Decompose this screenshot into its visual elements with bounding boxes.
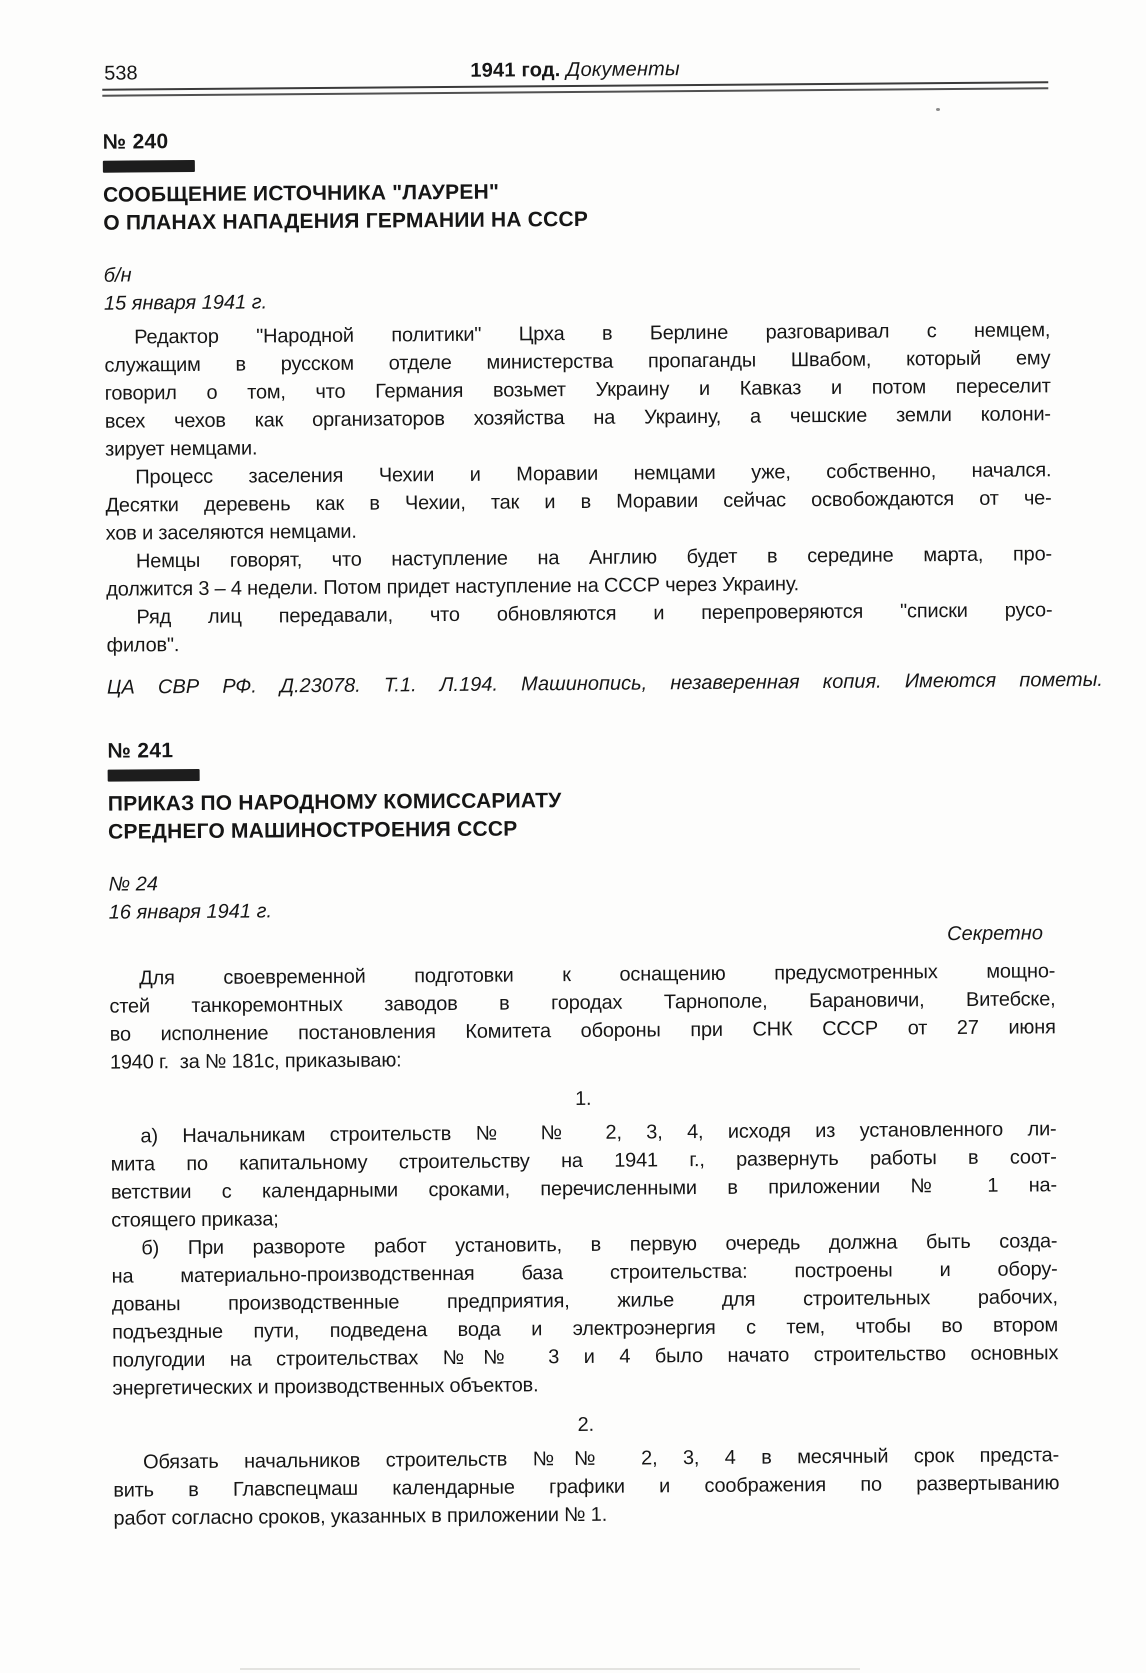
text-line: работ согласно сроков, указанных в приложении № 1. (113, 1503, 608, 1530)
text-line: 1940 г. за № 181с, приказываю: (109, 1049, 402, 1074)
text-line: на материально-производственная база строительства: построены и обору- (111, 1258, 1058, 1288)
text-line: Редактор "Народной политики" Црха в Берлине разговаривал с немцем, (134, 319, 1051, 349)
document-title (108, 783, 1054, 846)
text-line: должится 3 – 4 недели. Потом придет наступление на СССР через Украину. (106, 573, 800, 601)
text-line: Ряд лиц передавали, что обновляются и перепроверяются "списки русо- (136, 599, 1053, 629)
document-meta (104, 254, 1050, 317)
document-title-line: О ПЛАНАХ НАПАДЕНИЯ ГЕРМАНИИ НА СССР (103, 207, 589, 235)
text-line: стоящего приказа; (111, 1208, 279, 1232)
text-line: энергетических и производственных объектов. (112, 1374, 539, 1400)
text-line: Для своевременной подготовки к оснащению предусмотренных мощно- (139, 960, 1056, 990)
document-number-underline-bar (103, 160, 195, 173)
text-line: всех чехов как организаторов хозяйства на Украину, а чешские земли колони- (104, 403, 1051, 433)
text-line: Немцы говорят, что наступление на Англию будет в середине марта, про- (135, 543, 1053, 573)
section-number: 1. (574, 1087, 592, 1111)
document-date: 16 января 1941 г. (108, 900, 273, 924)
text-line: служащим в русском отделе министерства пропаганды Швабом, который ему (104, 347, 1051, 377)
document-number-label: № 240 (102, 130, 169, 154)
running-title-section: Документы (566, 58, 680, 82)
text-line: зирует немцами. (105, 437, 258, 461)
text-line: филов". (106, 634, 180, 657)
document-date: 15 января 1941 г. (103, 291, 268, 315)
text-line: подъездные пути, подведена вода и электроэнергия с тем, чтобы во втором (111, 1314, 1059, 1344)
text-line: Десятки деревень как в Чехии, так и в Моравии сейчас освобождаются от че- (105, 487, 1052, 517)
paragraph (110, 1115, 1057, 1234)
text-line: ветствии с календарными сроками, перечисленными в приложении № 1 на- (110, 1174, 1057, 1204)
scan-edge-smudge (240, 1668, 860, 1670)
paragraph (104, 316, 1051, 463)
paragraph (106, 540, 1052, 603)
document-ref: б/н (103, 264, 132, 287)
text-line: во исполнение постановления Комитета обороны при СНК СССР от 27 июня (109, 1016, 1056, 1046)
document-body (109, 957, 1059, 1532)
text-line: Процесс заселения Чехии и Моравии немцами уже, собственно, начался. (135, 459, 1052, 489)
paragraph (105, 456, 1052, 547)
text-line: вить в Главспецмаш календарные графики и соображения по развертыванию (113, 1472, 1060, 1502)
document-241 (107, 732, 1059, 1532)
text-line: б) При развороте работ установить, в первую очередь должна быть созда- (141, 1230, 1058, 1260)
document-heading (103, 123, 1050, 237)
running-title-year: 1941 год. (470, 59, 561, 82)
text-line: говорил о том, что Германия возьмет Украину и Кавказ и потом переселит (104, 375, 1051, 405)
text-line: мита по капитальному строительству на 1941 г., развернуть работы в соот- (110, 1146, 1057, 1176)
text-line: стей танкоремонтных заводов в городах Тарнополе, Барановичи, Витебске, (109, 988, 1056, 1018)
document-number-label: № 241 (107, 739, 174, 763)
document-title (103, 174, 1049, 237)
document-title-line: СРЕДНЕГО МАШИНОСТРОЕНИЯ СССР (108, 817, 518, 844)
page-header (102, 54, 1048, 86)
document-body (104, 316, 1053, 659)
classification-stamp: Секретно (947, 922, 1044, 946)
paragraph (106, 596, 1052, 659)
paragraph (113, 1441, 1060, 1532)
paragraph (111, 1227, 1058, 1402)
document-ref: № 24 (108, 873, 159, 896)
text-line: полугодии на строительствах №№ 3 и 4 было начато строительство основных (112, 1342, 1059, 1372)
text-line: а) Начальникам строительств № № 2, 3, 4, исходя из установленного ли- (140, 1118, 1057, 1148)
text-line: дованы производственные предприятия, жилье для строительных рабочих, (111, 1286, 1058, 1316)
document-number-underline-bar (108, 769, 200, 782)
page-content (102, 54, 1104, 1532)
text-line: хов и заселяются немцами. (105, 520, 357, 545)
page-number: 538 (104, 62, 138, 85)
section-number: 2. (577, 1413, 594, 1437)
paragraph (109, 957, 1056, 1076)
document-meta (108, 863, 1054, 926)
document-heading (107, 732, 1054, 846)
document-title-line: ПРИКАЗ ПО НАРОДНОМУ КОМИССАРИАТУ (107, 789, 562, 816)
document-240 (102, 123, 1104, 701)
document-title-line: СООБЩЕНИЕ ИСТОЧНИКА "ЛАУРЕН" (103, 180, 500, 207)
archive-citation: ЦА СВР РФ. Д.23078. Т.1. Л.194. Машинопись, незаверенная копия. Имеются пометы. (106, 668, 1104, 699)
text-line: Обязать начальников строительств №№ 2, 3, 4 в месячный срок предста- (142, 1444, 1060, 1474)
